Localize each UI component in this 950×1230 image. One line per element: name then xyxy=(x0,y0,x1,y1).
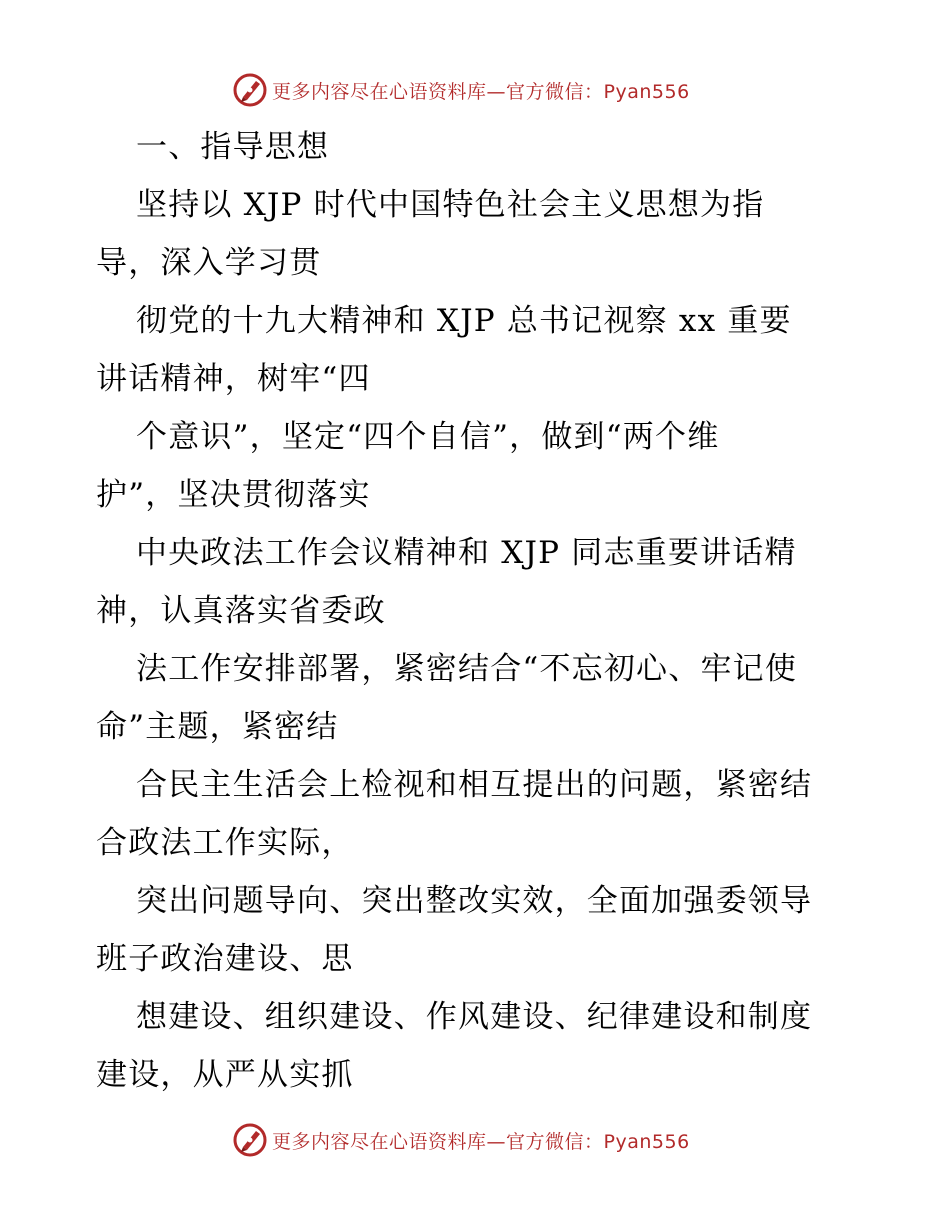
pen-logo-icon xyxy=(232,72,268,108)
paragraph-line: 个意识”，坚定“四个自信”，做到“两个维 xyxy=(136,419,720,455)
watermark-banner-top xyxy=(232,70,732,110)
watermark-text: 更多内容尽在心语资料库—官方微信：Pyan556 xyxy=(272,1130,690,1153)
document-body xyxy=(96,118,866,1104)
paragraph-line: 突出问题导向、突出整改实效，全面加强委领导 xyxy=(136,883,813,919)
paragraph-line: 班子政治建设、思 xyxy=(96,941,354,977)
watermark-banner-bottom xyxy=(232,1120,732,1160)
paragraph-line: 建设，从严从实抓 xyxy=(96,1057,354,1093)
pen-logo-icon xyxy=(232,1122,268,1158)
paragraph-line: 想建设、组织建设、作风建设、纪律建设和制度 xyxy=(136,999,813,1035)
paragraph-line: 中央政法工作会议精神和 XJP 同志重要讲话精 xyxy=(136,535,797,571)
paragraph-line: 坚持以 XJP 时代中国特色社会主义思想为指 xyxy=(136,187,765,223)
paragraph-line: 彻党的十九大精神和 XJP 总书记视察 xx 重要 xyxy=(136,303,792,339)
watermark-text: 更多内容尽在心语资料库—官方微信：Pyan556 xyxy=(272,80,690,103)
section-heading: 一、指导思想 xyxy=(136,129,330,165)
paragraph-line: 法工作安排部署，紧密结合“不忘初心、牢记使 xyxy=(136,651,798,687)
paragraph-line: 合民主生活会上检视和相互提出的问题，紧密结 xyxy=(136,767,813,803)
paragraph-line: 护”，坚决贯彻落实 xyxy=(96,477,371,513)
paragraph-line: 导，深入学习贯 xyxy=(96,245,322,281)
paragraph-line: 讲话精神，树牢“四 xyxy=(96,361,371,397)
paragraph-line: 神，认真落实省委政 xyxy=(96,593,386,629)
paragraph-line: 命”主题，紧密结 xyxy=(96,709,339,745)
paragraph-line: 合政法工作实际， xyxy=(96,825,354,861)
